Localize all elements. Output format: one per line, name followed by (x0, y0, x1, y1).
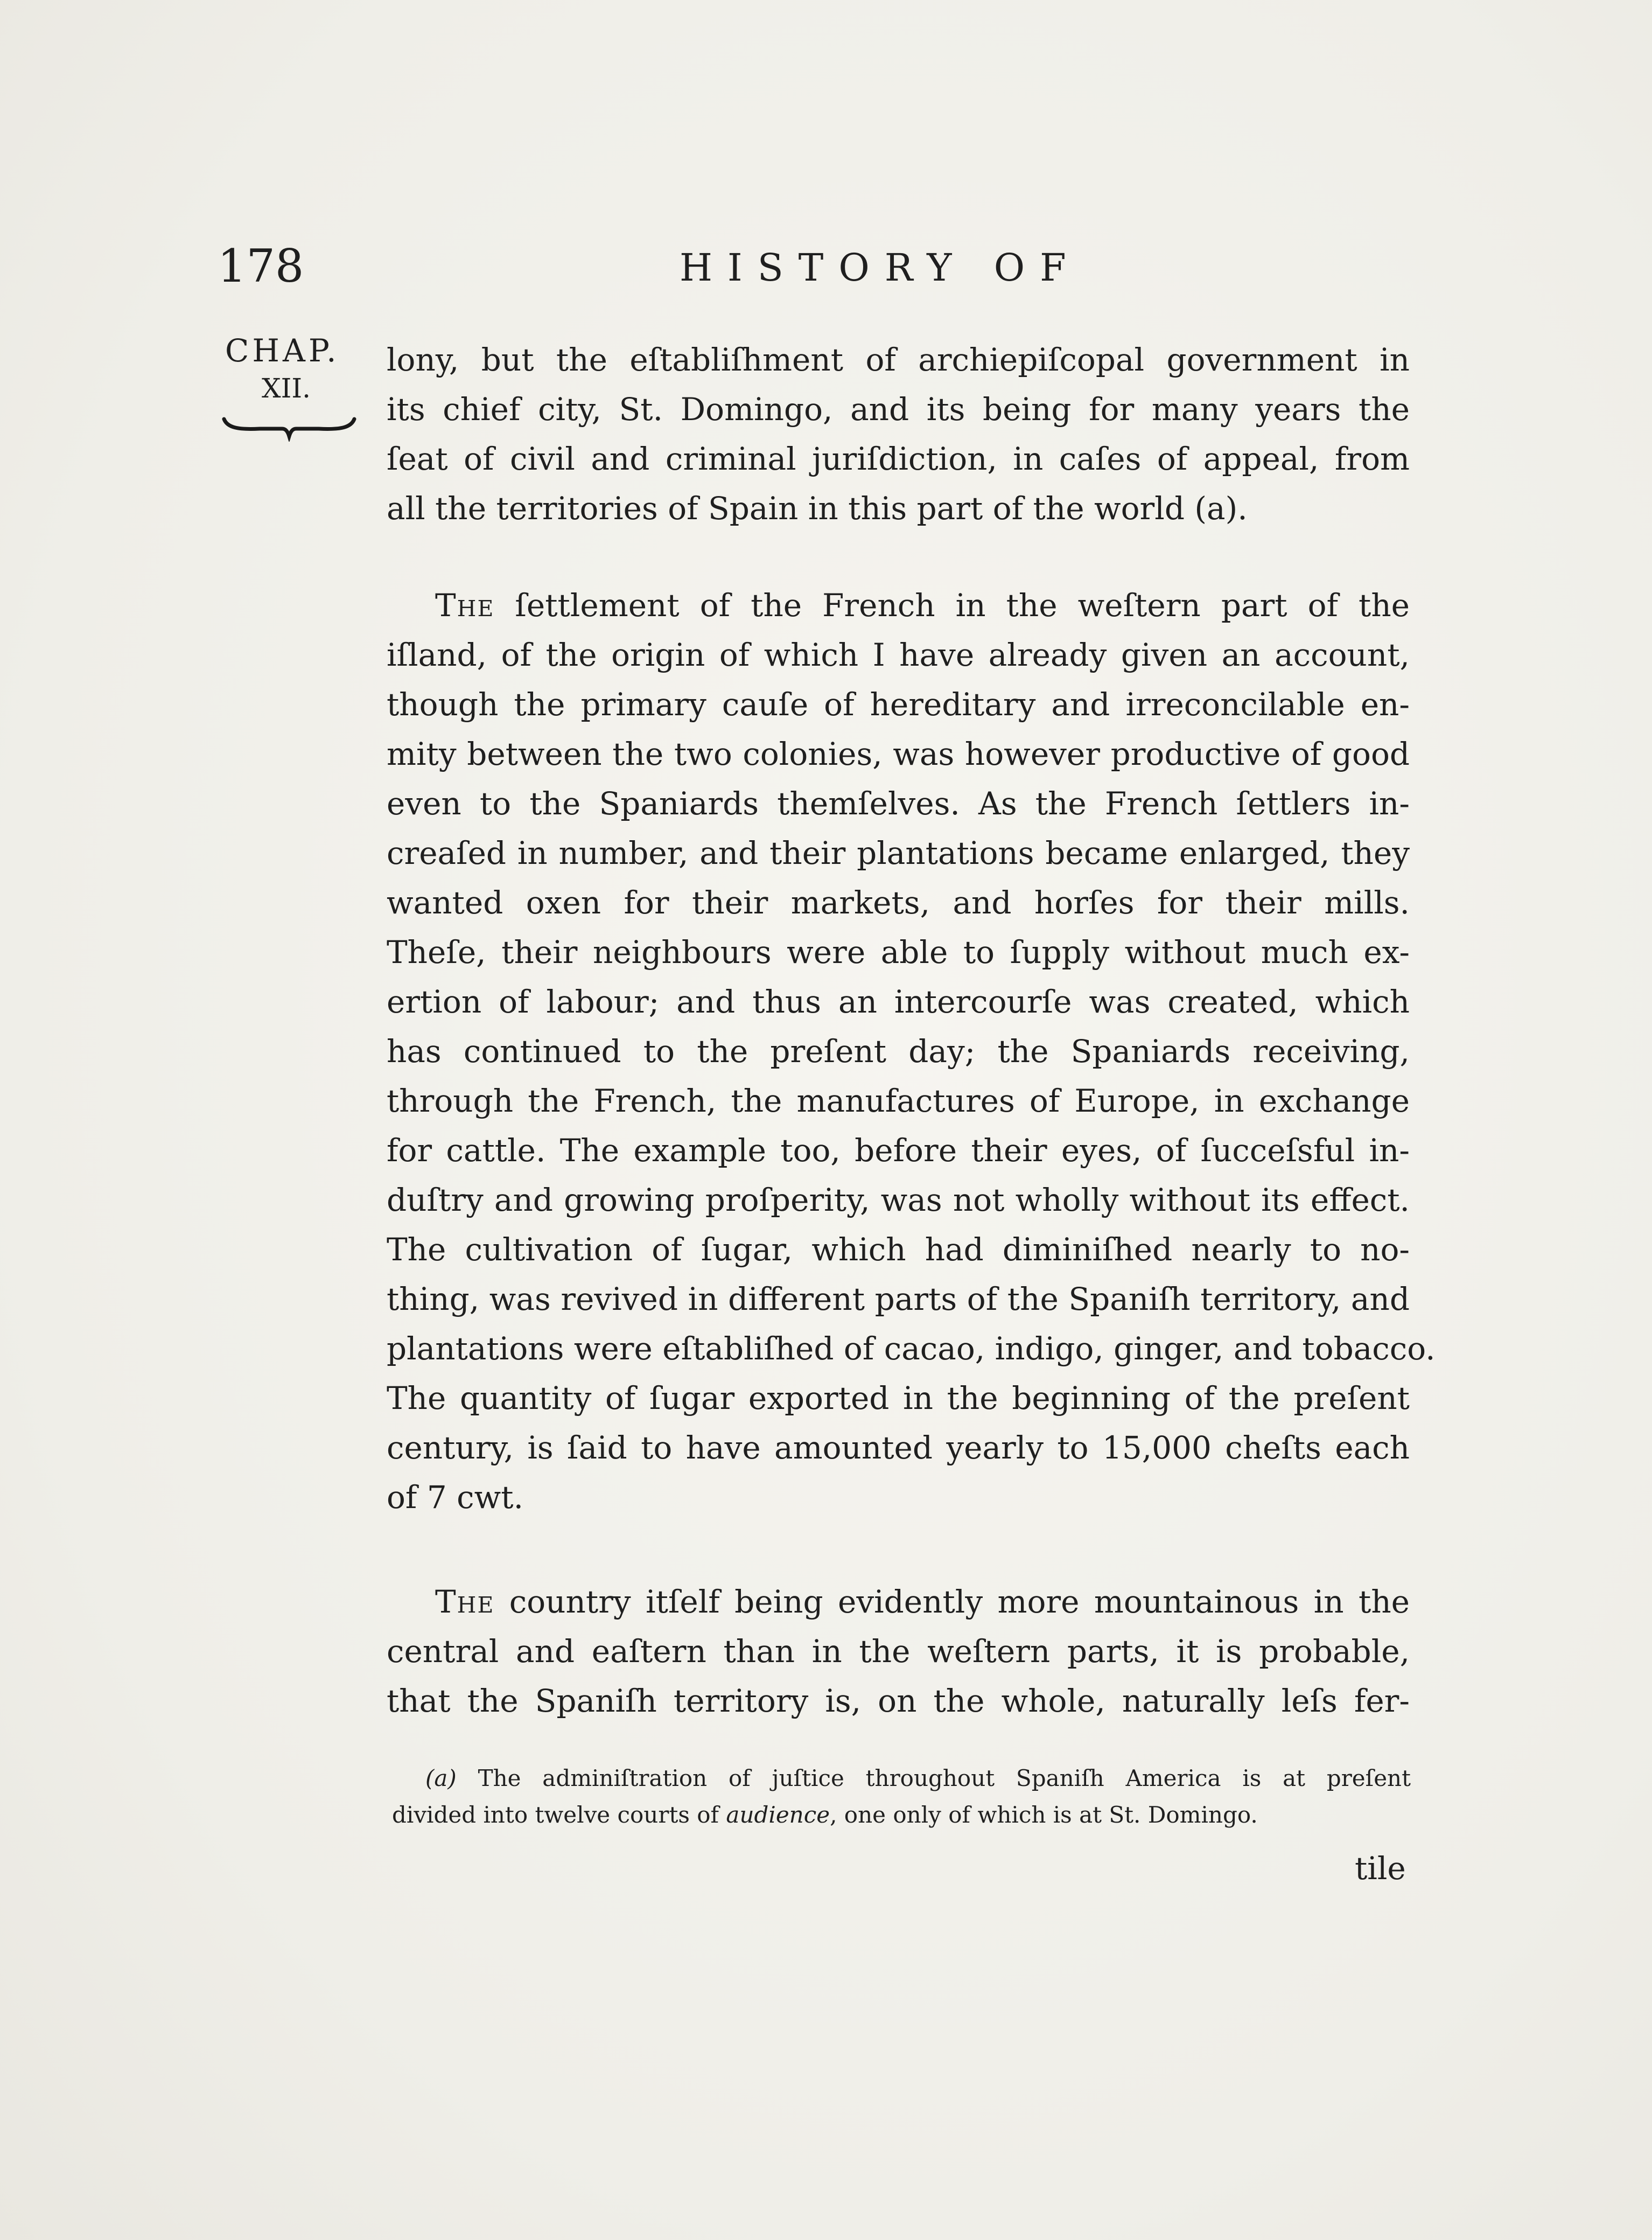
text-line: duſtry and growing proſperity, was not wholly without its effect. (387, 1182, 1410, 1218)
chapter-number: XII. (262, 373, 311, 404)
footnote-marker: (a) (425, 1765, 457, 1791)
text-line: for cattle. The example too, before their eyes, of ſucceſsful in- (387, 1132, 1410, 1169)
text-line: creaſed in number, and their plantations became enlarged, they (387, 835, 1410, 871)
footnote-italic-term: audience (726, 1802, 830, 1828)
chapter-brace-ornament (222, 409, 356, 442)
running-head: HISTORY OF (680, 246, 1081, 290)
paragraph-1 (387, 335, 1410, 533)
paragraph-3 (387, 1577, 1410, 1726)
text-line: iſland, of the origin of which I have already given an account, (387, 637, 1410, 673)
footnote (392, 1760, 1411, 1833)
text-line: The quantity of ſugar exported in the beginning of the preſent (387, 1380, 1410, 1416)
text-line: though the primary cauſe of hereditary and irreconcilable en- (387, 686, 1410, 723)
footnote-text: , one only of which is at St. Domingo. (830, 1802, 1258, 1828)
text-line: has continued to the preſent day; the Spaniards receiving, (387, 1033, 1410, 1070)
text-line: lony, but the eſtabliſhment of archiepiſcopal government in (387, 341, 1410, 378)
text-line (387, 1577, 1410, 1627)
text-line: mity between the two colonies, was however productive of good (387, 736, 1410, 772)
text-line: plantations were eſtabliſhed of cacao, indigo, ginger, and tobacco. (387, 1330, 1436, 1367)
footnote-line (392, 1797, 1411, 1833)
text-line: that the Spaniſh territory is, on the whole, naturally leſs fer- (387, 1683, 1410, 1719)
footnote-text: divided into twelve courts of (392, 1802, 726, 1828)
text-line (387, 581, 1410, 630)
text-line: central and eaſtern than in the weſtern parts, it is probable, (387, 1633, 1410, 1670)
page-number: 178 (218, 240, 304, 292)
footnote-text: The adminiſtration of juſtice throughout Spaniſh America is at preſent (456, 1765, 1411, 1791)
paragraph-2 (387, 581, 1436, 1522)
text-line: ertion of labour; and thus an intercourſe was created, which (387, 983, 1410, 1020)
text-line: Theſe, their neighbours were able to ſupply without much ex- (387, 934, 1410, 971)
text-line: ſeat of civil and criminal juriſdiction, in caſes of appeal, from (387, 441, 1410, 477)
text-line-rest: ſettlement of the French in the weſtern part of the (494, 587, 1410, 624)
text-line: its chief city, St. Domingo, and its being for many years the (387, 391, 1410, 428)
text-line: thing, was revived in different parts of the Spaniſh territory, and (387, 1281, 1410, 1317)
catchword: tile (1355, 1850, 1406, 1887)
show-through-chapter-label (227, 986, 239, 1017)
chapter-label: CHAP. (225, 332, 340, 369)
paragraph-lead-word: The (435, 587, 495, 624)
text-line: century, is ſaid to have amounted yearly to 15,000 cheſts each (387, 1429, 1410, 1466)
text-line: all the territories of Spain in this part of the world (a). (387, 490, 1248, 527)
text-line: even to the Spaniards themſelves. As the French ſettlers in- (387, 785, 1410, 822)
text-line-rest: country itſelf being evidently more mountainous in the (494, 1583, 1410, 1620)
text-line: of 7 cwt. (387, 1479, 524, 1516)
text-line: through the French, the manufactures of Europe, in exchange (387, 1083, 1410, 1119)
paragraph-lead-word: The (435, 1583, 495, 1620)
text-line: wanted oxen for their markets, and horſes for their mills. (387, 884, 1410, 921)
footnote-line (420, 1760, 1411, 1797)
text-line: The cultivation of ſugar, which had diminiſhed nearly to no- (387, 1231, 1410, 1268)
